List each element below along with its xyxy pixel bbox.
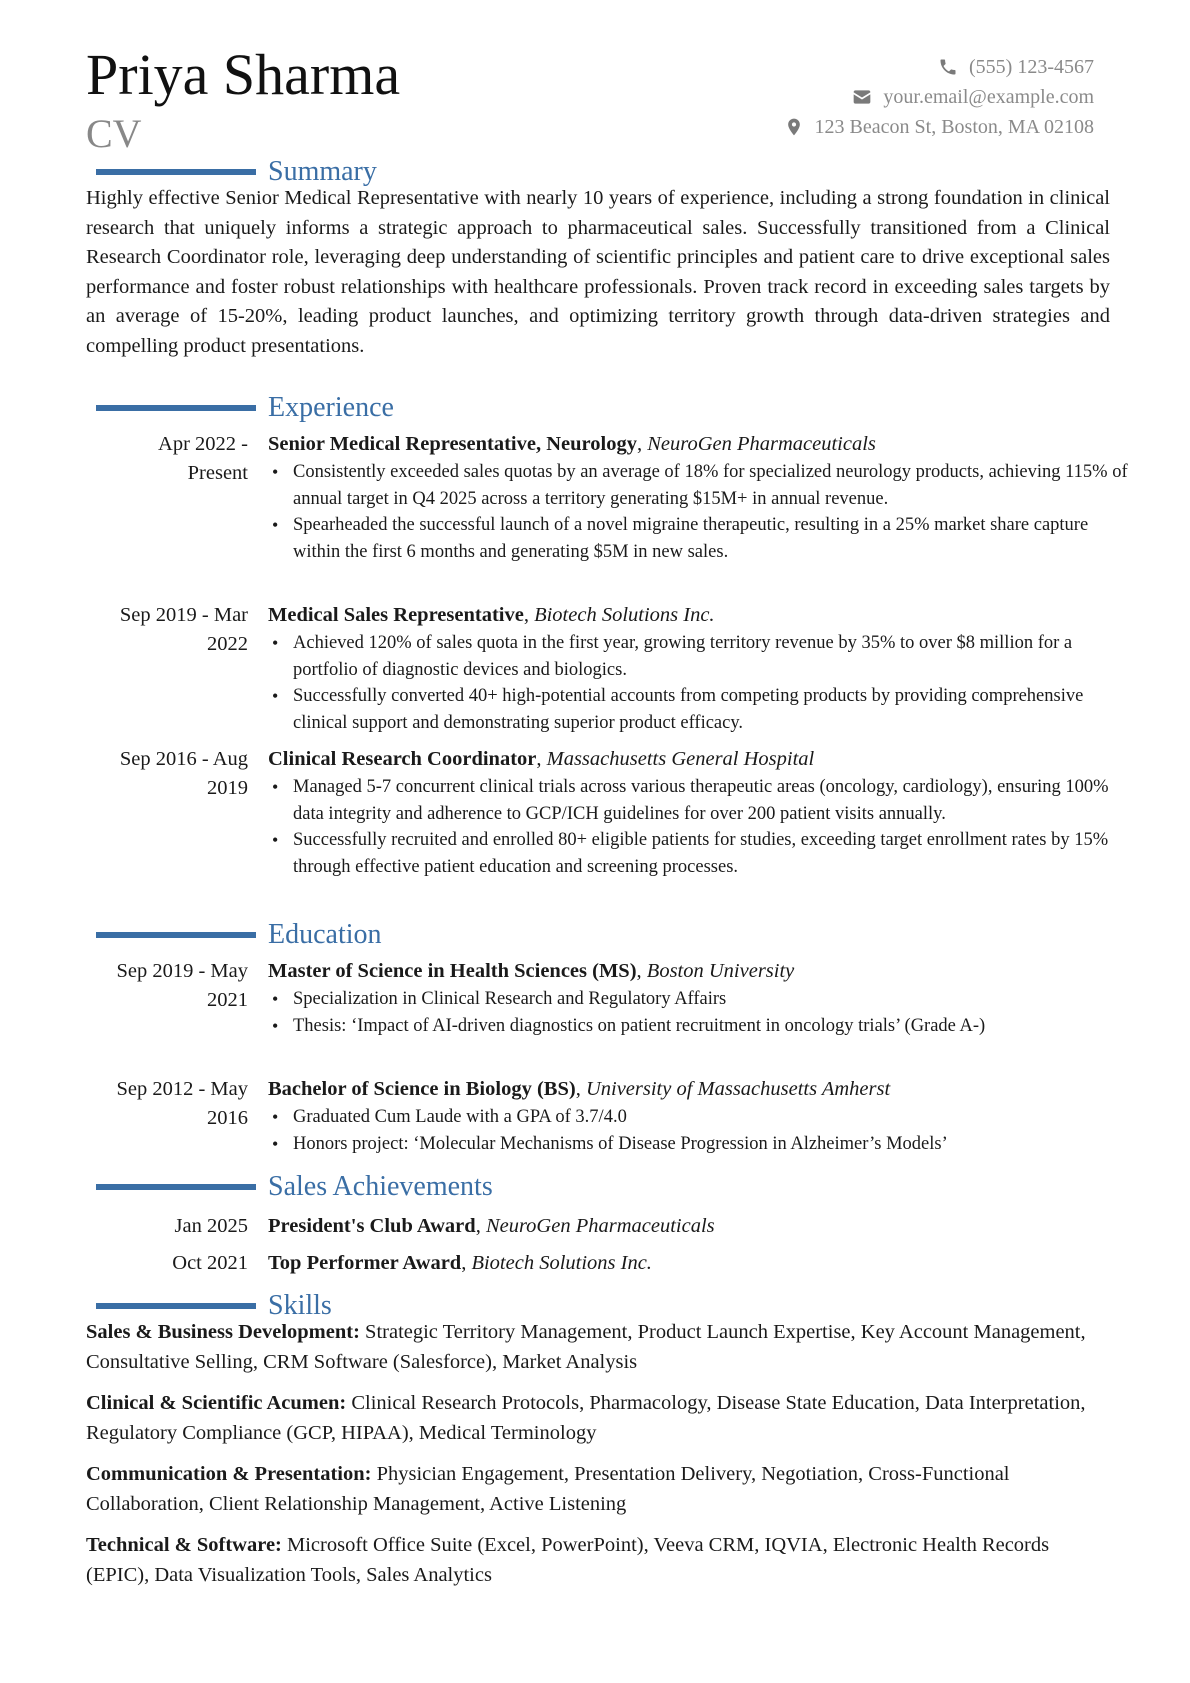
section-accent-bar xyxy=(96,1184,256,1190)
section-title: Experience xyxy=(268,392,394,423)
list-item: • Honors project: ‘Molecular Mechanisms of Disease Progression in Alzheimer’s Models’ xyxy=(268,1131,1128,1158)
entry-heading: Clinical Research Coordinator, Massachusetts General Hospital xyxy=(268,748,815,770)
email-text: your.email@example.com xyxy=(883,85,1094,108)
section-accent-bar xyxy=(96,932,256,938)
contact-address xyxy=(783,112,1094,142)
skill-list: Physician Engagement, Presentation Delivery, Negotiation, Cross-Functional Collaboration, Client Relationship Management, Active Listening xyxy=(86,1463,1010,1515)
section-title: Summary xyxy=(268,156,377,187)
contact-block xyxy=(783,52,1094,142)
achievement-heading: Top Performer Award, Biotech Solutions Inc. xyxy=(268,1252,652,1274)
contact-email[interactable] xyxy=(783,82,1094,112)
skill-list: Clinical Research Protocols, Pharmacology, Disease State Education, Data Interpretation, Regulatory Compliance (GCP, HIPAA), Medical Terminology xyxy=(86,1392,1086,1444)
list-item: • Thesis: ‘Impact of AI-driven diagnostics on patient recruitment in oncology trials’ (Grade A-) xyxy=(268,1013,1128,1040)
list-item: • Managed 5-7 concurrent clinical trials across various therapeutic areas (oncology, cardiology), ensuring 100% data integrity and adherence to GCP/ICH guidelines for over 200 patient visits annually. xyxy=(268,774,1128,827)
entry-organization: Biotech Solutions Inc. xyxy=(534,604,715,626)
date-start: Sep 2012 - May xyxy=(116,1078,248,1100)
achievement-date: Jan 2025 xyxy=(174,1215,248,1237)
section-title: Sales Achievements xyxy=(268,1171,493,1202)
section-accent-bar xyxy=(96,169,256,175)
entry-heading: Bachelor of Science in Biology (BS), University of Massachusetts Amherst xyxy=(268,1078,891,1100)
date-start: Apr 2022 - xyxy=(158,433,248,455)
date-start: Sep 2019 - May xyxy=(116,960,248,982)
skill-category: Sales & Business Development: xyxy=(86,1321,360,1343)
bullet-list xyxy=(268,986,1188,1039)
entry-date xyxy=(86,957,248,1015)
bullet-list xyxy=(268,459,1188,565)
date-end: 2019 xyxy=(207,777,248,799)
award-organization: NeuroGen Pharmaceuticals xyxy=(485,1215,715,1237)
achievement-entry xyxy=(86,1249,1110,1279)
entry-organization: NeuroGen Pharmaceuticals xyxy=(647,433,876,455)
award-name: Top Performer Award xyxy=(268,1252,462,1274)
section-heading-experience xyxy=(96,390,394,426)
section-heading-achievements xyxy=(96,1169,493,1205)
list-item: • Achieved 120% of sales quota in the first year, growing territory revenue by 35% to over $8 million for a portfolio of diagnostic devices and biologics. xyxy=(268,630,1128,683)
skill-list: Strategic Territory Management, Product Launch Expertise, Key Account Management, Consultative Selling, CRM Software (Salesforce), Market Analysis xyxy=(86,1321,1086,1373)
date-end: 2016 xyxy=(207,1107,248,1129)
bullet-list xyxy=(268,630,1188,736)
award-name: President's Club Award xyxy=(268,1215,476,1237)
phone-icon xyxy=(937,56,959,78)
date-end: 2021 xyxy=(207,989,248,1011)
address-text: 123 Beacon St, Boston, MA 02108 xyxy=(814,115,1094,138)
list-item: • Spearheaded the successful launch of a novel migraine therapeutic, resulting in a 25% market share capture within the first 6 months and generating $5M in new sales. xyxy=(268,512,1128,565)
document-subtitle: CV xyxy=(86,111,142,156)
section-title: Education xyxy=(268,919,382,950)
list-item: • Consistently exceeded sales quotas by an average of 18% for specialized neurology products, achieving 115% of annual target in Q4 2025 across a territory generating $15M+ in annual revenue. xyxy=(268,459,1128,512)
map-marker-icon xyxy=(783,116,805,138)
entry-date xyxy=(86,601,248,659)
achievement-heading: President's Club Award, NeuroGen Pharmaceuticals xyxy=(268,1215,715,1237)
list-item: • Successfully converted 40+ high-potential accounts from competing products by providing comprehensive clinical support and demonstrating superior product efficacy. xyxy=(268,683,1128,736)
date-start: Sep 2019 - Mar xyxy=(119,604,248,626)
skill-category: Communication & Presentation: xyxy=(86,1463,372,1485)
contact-phone[interactable] xyxy=(783,52,1094,82)
entry-date xyxy=(86,430,248,488)
skill-group xyxy=(86,1389,1110,1448)
entry-role: Clinical Research Coordinator xyxy=(268,748,537,770)
entry-institution: University of Massachusetts Amherst xyxy=(585,1078,891,1100)
skill-group xyxy=(86,1318,1110,1377)
section-title: Skills xyxy=(268,1290,332,1321)
entry-degree: Master of Science in Health Sciences (MS) xyxy=(268,960,637,982)
entry-heading: Master of Science in Health Sciences (MS), Boston University xyxy=(268,960,795,982)
skill-group xyxy=(86,1531,1110,1590)
section-heading-education xyxy=(96,917,382,953)
entry-date xyxy=(86,745,248,803)
phone-text: (555) 123-4567 xyxy=(969,55,1094,78)
date-end: Present xyxy=(187,462,248,484)
award-organization: Biotech Solutions Inc. xyxy=(471,1252,652,1274)
list-item: • Graduated Cum Laude with a GPA of 3.7/4.0 xyxy=(268,1104,1128,1131)
achievement-entry xyxy=(86,1212,1110,1242)
summary-text: Highly effective Senior Medical Representative with nearly 10 years of experience, including a strong foundation in clinical research that uniquely informs a strategic approach to pharmaceutical sales. Successfully transitioned from a Clinical Research Coordinator role, leveraging deep understanding of scientific principles and patient care to drive exceptional sales performance and foster robust relationships with healthcare professionals. Proven track record in exceeding sales targets by an average of 15-20%, leading product launches, and optimizing territory growth through data-driven strategies and compelling product presentations. xyxy=(86,187,1110,357)
entry-role: Medical Sales Representative xyxy=(268,604,524,626)
skill-category: Technical & Software: xyxy=(86,1534,282,1556)
skill-group xyxy=(86,1460,1110,1519)
section-accent-bar xyxy=(96,1303,256,1309)
entry-institution: Boston University xyxy=(646,960,795,982)
skill-list: Microsoft Office Suite (Excel, PowerPoint), Veeva CRM, IQVIA, Electronic Health Records (EPIC), Data Visualization Tools, Sales Analytics xyxy=(86,1534,1050,1586)
achievement-date: Oct 2021 xyxy=(172,1252,248,1274)
bullet-list xyxy=(268,1104,1188,1157)
list-item: • Successfully recruited and enrolled 80+ eligible patients for studies, exceeding target enrollment rates by 15% through effective patient education and screening processes. xyxy=(268,827,1128,880)
entry-degree: Bachelor of Science in Biology (BS) xyxy=(268,1078,576,1100)
entry-role: Senior Medical Representative, Neurology xyxy=(268,433,637,455)
entry-heading: Medical Sales Representative, Biotech Solutions Inc. xyxy=(268,604,715,626)
envelope-icon xyxy=(851,86,873,108)
entry-date xyxy=(86,1075,248,1133)
section-accent-bar xyxy=(96,405,256,411)
person-name: Priya Sharma xyxy=(86,42,401,107)
bullet-list xyxy=(268,774,1188,880)
date-start: Sep 2016 - Aug xyxy=(119,748,248,770)
skill-category: Clinical & Scientific Acumen: xyxy=(86,1392,347,1414)
list-item: • Specialization in Clinical Research and Regulatory Affairs xyxy=(268,986,1128,1013)
entry-heading: Senior Medical Representative, Neurology, NeuroGen Pharmaceuticals xyxy=(268,433,876,455)
date-end: 2022 xyxy=(207,633,248,655)
entry-organization: Massachusetts General Hospital xyxy=(546,748,815,770)
